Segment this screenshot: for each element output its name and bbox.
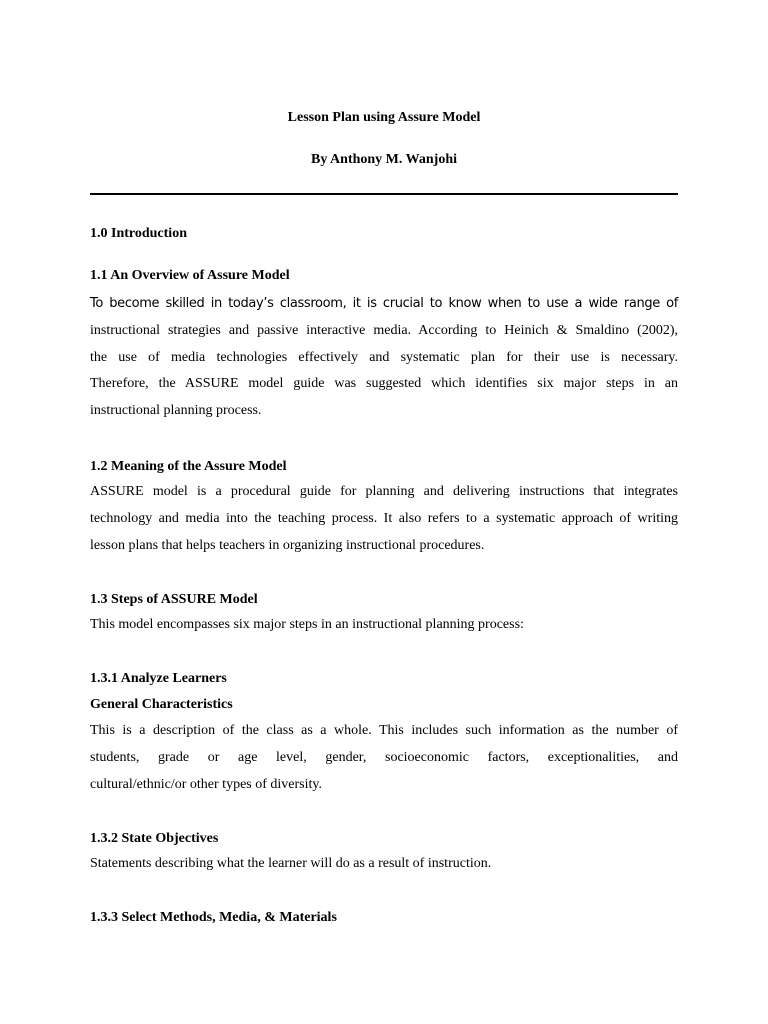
text-line: Statements describing what the learner will do as a result of instruction.: [90, 856, 492, 871]
paragraph-overview: [90, 291, 678, 425]
text-line: This is a description of the class as a whole. This includes such information as the number of: [90, 723, 678, 738]
heading-select-methods: 1.3.3 Select Methods, Media, & Materials: [90, 910, 337, 925]
word: socioeconomic: [385, 749, 469, 765]
text-line: This model encompasses six major steps in an instructional planning process:: [90, 617, 524, 632]
word: level,: [276, 749, 307, 765]
text-line: Therefore, the ASSURE model guide was suggested which identifies six major steps in an: [90, 376, 678, 392]
word: gender,: [325, 749, 367, 765]
paragraph-analyze: [90, 718, 678, 798]
paragraph-meaning: [90, 479, 678, 559]
heading-state-objectives: 1.3.2 State Objectives: [90, 831, 219, 846]
word: grade: [158, 749, 190, 765]
text-line: technology and media into the teaching process. It also refers to a systematic approach of writing: [90, 510, 678, 526]
word: or: [207, 749, 220, 765]
text-line: To become skilled in today’s classroom, it is crucial to know when to use a wide range of: [90, 296, 678, 311]
heading-steps: 1.3 Steps of ASSURE Model: [90, 592, 258, 607]
heading-analyze-learners: 1.3.1 Analyze Learners: [90, 671, 227, 686]
text-line-justified: [90, 745, 678, 772]
paragraph-steps: [90, 612, 678, 639]
paragraph-objectives: [90, 851, 678, 878]
heading-overview: 1.1 An Overview of Assure Model: [90, 268, 290, 283]
text-line: lesson plans that helps teachers in organizing instructional procedures.: [90, 537, 485, 553]
subheading-general-characteristics: General Characteristics: [90, 697, 233, 712]
title-divider: [90, 193, 678, 195]
heading-meaning: 1.2 Meaning of the Assure Model: [90, 459, 287, 474]
heading-introduction: 1.0 Introduction: [90, 226, 187, 241]
word: exceptionalities,: [547, 749, 640, 765]
text-line: instructional planning process.: [90, 403, 262, 419]
document-author: By Anthony M. Wanjohi: [310, 152, 457, 167]
document-title: Lesson Plan using Assure Model: [287, 110, 481, 125]
text-line: instructional strategies and passive interactive media. According to Heinich & Smaldino (2002),: [90, 322, 678, 338]
word: factors,: [487, 749, 530, 765]
word: and: [657, 749, 678, 765]
text-line: the use of media technologies effectively and systematic plan for their use is necessary.: [90, 349, 678, 365]
word: students,: [90, 749, 140, 765]
word: age: [237, 749, 258, 765]
text-line: cultural/ethnic/or other types of diversity.: [90, 776, 322, 792]
text-line: ASSURE model is a procedural guide for planning and delivering instructions that integrates: [90, 484, 678, 499]
